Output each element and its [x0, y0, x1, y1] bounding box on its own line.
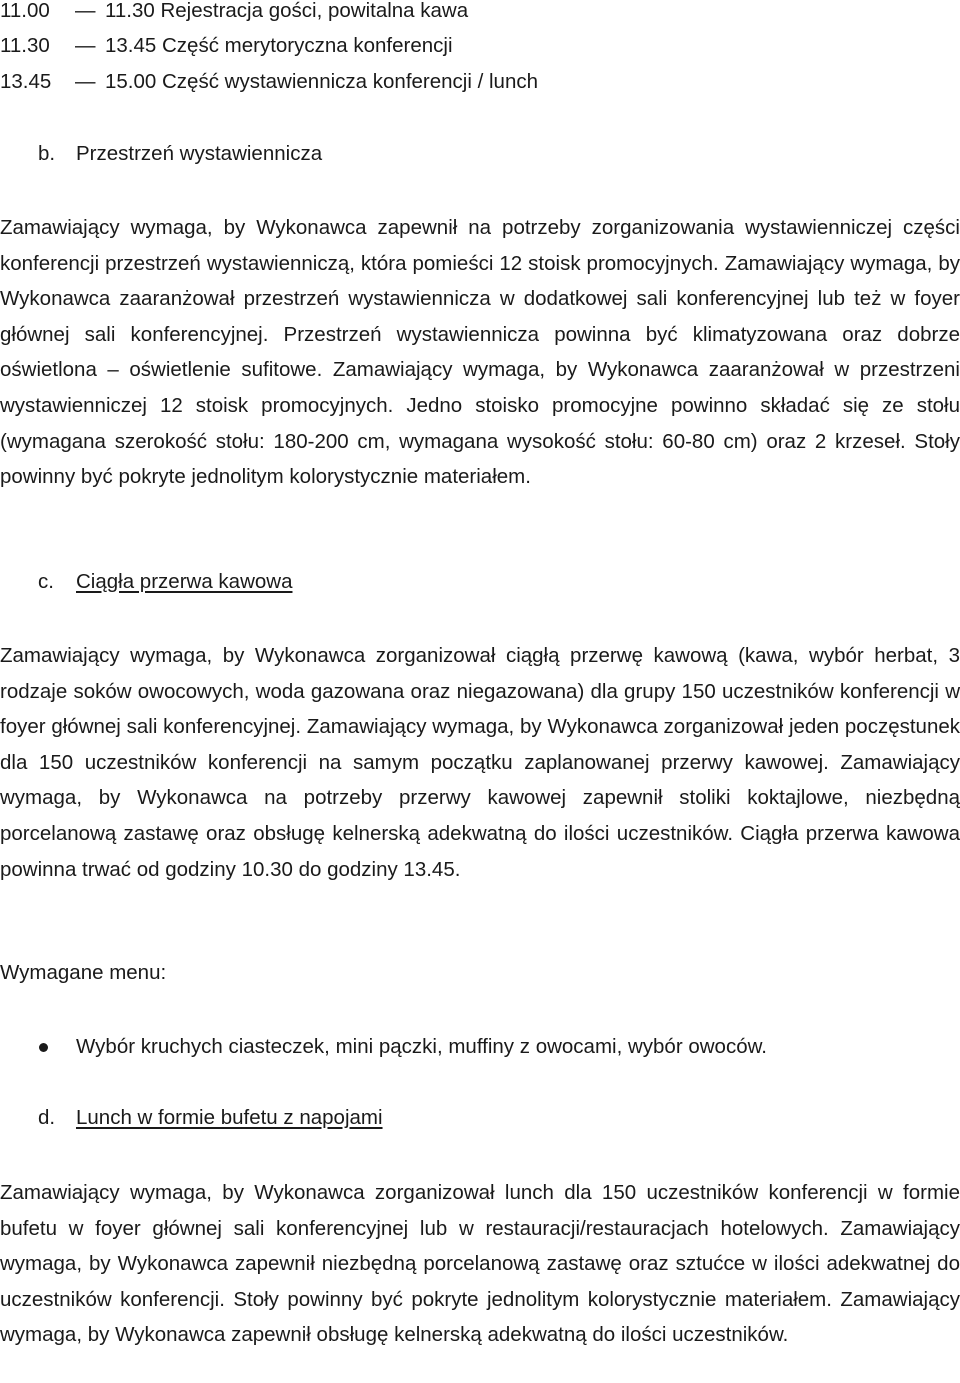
section-c-letter: c.	[38, 570, 54, 593]
section-b-title: Przestrzeń wystawiennicza	[76, 142, 323, 165]
schedule-start: 13.45	[0, 70, 52, 93]
section-b-letter: b.	[38, 142, 56, 165]
section-c-paragraph: Zamawiający wymaga, by Wykonawca zorganizował ciągłą przerwę kawową (kawa, wybór herbat, 3 rodzaje soków owocowych, woda gazowana oraz niegazowana) dla grupy 150 uczestników konferencji w foyer głównej sali konferencyjnej. Zamawiający wymaga, by Wykonawca zorganizował jeden poczęstunek dla 150 uczestników konferencji na samym początku zaplanowanej przerwy kawowej. Zamawiający wymaga, by Wykonawca na potrzeby przerwy kawowej zapewnił stoliki koktajlowe, niezbędną porcelanową zastawę oraz obsługę kelnerską adekwatną do ilości uczestników. Ciągła przerwa kawowa powinna trwać od godziny 10.30 do godziny 13.45.	[0, 644, 960, 881]
section-d-paragraph: Zamawiający wymaga, by Wykonawca zorganizował lunch dla 150 uczestników konferencji w formie bufetu w foyer głównej sali konferencyjnej lub w restauracji/restauracjach hotelowych. Zamawiający wymaga, by Wykonawca zapewnił niezbędną porcelanową zastawę oraz sztućce w ilości adekwatnej do uczestników konferencji. Stoły powinny być pokryte jednolitym kolorystycznie materiałem. Zamawiający wymaga, by Wykonawca zapewnił obsługę kelnerską adekwatną do ilości uczestników.	[0, 1181, 960, 1347]
schedule-label: 15.00 Część wystawiennicza konferencji / lunch	[105, 70, 538, 93]
schedule-row	[0, 31, 960, 61]
schedule-label: 11.30 Rejestracja gości, powitalna kawa	[105, 0, 469, 22]
menu-label: Wymagane menu:	[0, 961, 167, 984]
schedule-start: 11.00	[0, 0, 50, 22]
schedule-dash: —	[75, 34, 96, 57]
schedule-row	[0, 0, 960, 26]
section-d-title: Lunch w formie bufetu z napojami	[76, 1106, 383, 1129]
bullet-icon	[39, 1043, 48, 1052]
section-b-paragraph: Zamawiający wymaga, by Wykonawca zapewnił na potrzeby zorganizowania wystawienniczej części konferencji przestrzeń wystawienniczą, która pomieści 12 stoisk promocyjnych. Zamawiający wymaga, by Wykonawca zaaranżował przestrzeń wystawiennicza w dodatkowej sali konferencyjnej lub też w foyer głównej sali konferencyjnej. Przestrzeń wystawiennicza powinna być klimatyzowana oraz dobrze oświetlona – oświetlenie sufitowe. Zamawiający wymaga, by Wykonawca zaaranżował w przestrzeni wystawienniczej 12 stoisk promocyjnych. Jedno stoisko promocyjne powinno składać się ze stołu (wymagana szerokość stołu: 180-200 cm, wymagana wysokość stołu: 60-80 cm) oraz 2 krzeseł. Stoły powinny być pokryte jednolitym kolorystycznie materiałem.	[0, 216, 960, 489]
schedule-start: 11.30	[0, 34, 50, 57]
menu-list-item	[0, 1032, 960, 1062]
menu-item-text: Wybór kruchych ciasteczek, mini pączki, muffiny z owocami, wybór owoców.	[76, 1035, 767, 1058]
schedule-dash: —	[75, 0, 96, 22]
section-d-letter: d.	[38, 1106, 56, 1129]
schedule-dash: —	[75, 70, 96, 93]
section-c-title: Ciągła przerwa kawowa	[76, 570, 293, 593]
schedule-row	[0, 67, 960, 97]
schedule-label: 13.45 Część merytoryczna konferencji	[105, 34, 453, 57]
